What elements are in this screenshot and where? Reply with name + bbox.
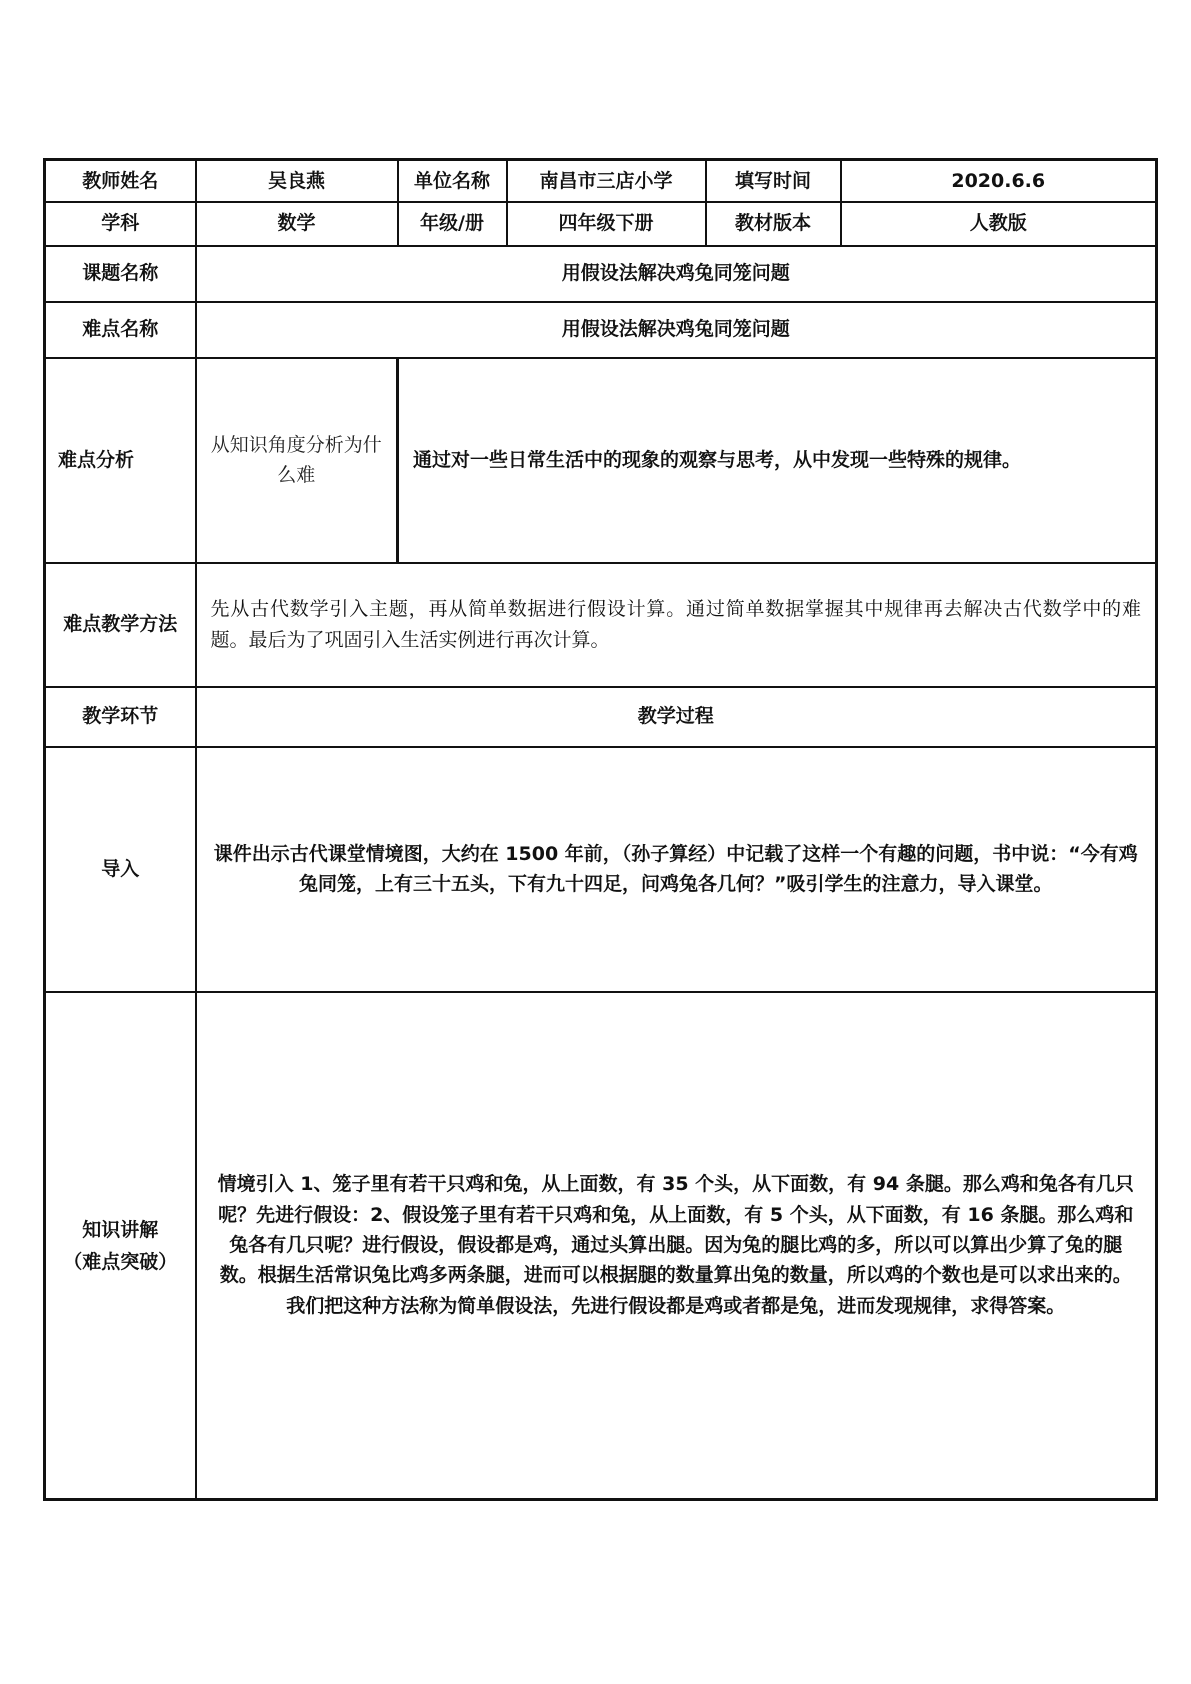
analysis-sub-label: 从知识角度分析为什么难 (196, 358, 398, 563)
analysis-row (45, 358, 1157, 563)
topic-label: 课题名称 (45, 246, 196, 302)
edition-label: 教材版本 (706, 202, 841, 246)
knowledge-row (45, 992, 1157, 1500)
stage-label: 教学环节 (45, 687, 196, 747)
method-text: 先从古代数学引入主题，再从简单数据进行假设计算。通过简单数据掌握其中规律再去解决古代数学中的难题。最后为了巩固引入生活实例进行再次计算。 (196, 563, 1157, 687)
subject-label: 学科 (45, 202, 196, 246)
lesson-plan-table (43, 158, 1158, 1501)
teacher-label: 教师姓名 (45, 160, 196, 202)
topic-row (45, 246, 1157, 302)
grade-label: 年级/册 (398, 202, 507, 246)
date-value: 2020.6.6 (841, 160, 1157, 202)
header-row-1 (45, 160, 1157, 202)
header-row-2 (45, 202, 1157, 246)
date-label: 填写时间 (706, 160, 841, 202)
process-label: 教学过程 (196, 687, 1157, 747)
grade-value: 四年级下册 (507, 202, 706, 246)
subject-value: 数学 (196, 202, 398, 246)
knowledge-text: 情境引入 1、笼子里有若干只鸡和兔，从上面数，有 35 个头，从下面数，有 94 条腿。那么鸡和兔各有几只呢？先进行假设：2、假设笼子里有若干只鸡和兔，从上面数，有 5 个头，从下面数，有 16 条腿。那么鸡和兔各有几只呢？进行假设，假设都是鸡，通过头算出腿。因为兔的腿比鸡的多，所以可以算出少算了兔的腿数。根据生活常识兔比鸡多两条腿，进而可以根据腿的数量算出兔的数量，所以鸡的个数也是可以求出来的。我们把这种方法称为简单假设法，先进行假设都是鸡或者都是兔，进而发现规律，求得答案。 (196, 992, 1157, 1500)
knowledge-label (45, 992, 196, 1500)
lesson-plan-sheet (43, 158, 1155, 1498)
difficulty-row (45, 302, 1157, 358)
difficulty-value: 用假设法解决鸡兔同笼问题 (196, 302, 1157, 358)
analysis-text: 通过对一些日常生活中的现象的观察与思考，从中发现一些特殊的规律。 (398, 358, 1157, 563)
method-row (45, 563, 1157, 687)
analysis-label: 难点分析 (45, 358, 196, 563)
intro-label: 导入 (45, 747, 196, 992)
intro-row (45, 747, 1157, 992)
topic-value: 用假设法解决鸡兔同笼问题 (196, 246, 1157, 302)
unit-value: 南昌市三店小学 (507, 160, 706, 202)
unit-label: 单位名称 (398, 160, 507, 202)
teacher-value: 吴良燕 (196, 160, 398, 202)
edition-value: 人教版 (841, 202, 1157, 246)
knowledge-label-line-1: 知识讲解 (82, 1218, 159, 1241)
process-header-row (45, 687, 1157, 747)
knowledge-label-line-2: （难点突破） (63, 1251, 178, 1274)
intro-text: 课件出示古代课堂情境图，大约在 1500 年前，（孙子算经）中记载了这样一个有趣的问题，书中说：“今有鸡兔同笼，上有三十五头，下有九十四足，问鸡兔各几何？”吸引学生的注意力，导入课堂。 (196, 747, 1157, 992)
difficulty-label: 难点名称 (45, 302, 196, 358)
method-label: 难点教学方法 (45, 563, 196, 687)
